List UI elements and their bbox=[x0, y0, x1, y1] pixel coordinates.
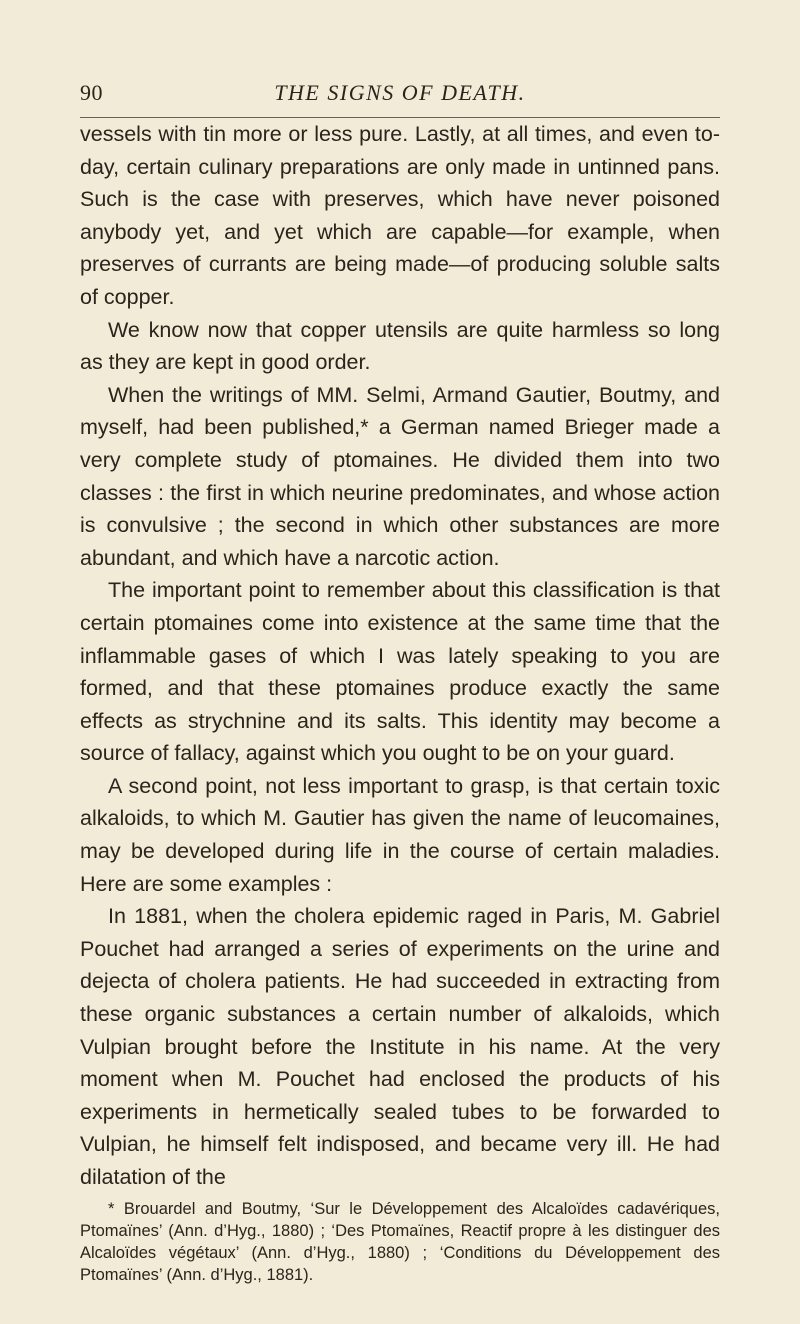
paragraph: We know now that copper utensils are quite harmless so long as they are kept in good order. bbox=[80, 317, 720, 375]
paragraph: A second point, not less important to grasp, is that certain toxic alkaloids, to which M. Gautier has given the name of leucomaines, may be developed during life in the course of certain maladies. Here are some examples : bbox=[80, 773, 720, 896]
paragraph: When the writings of MM. Selmi, Armand Gautier, Boutmy, and myself, had been published,* a German named Brieger made a very complete study of ptomaines. He divided them into two classes : the first in which neurine predominates, and whose action is convulsive ; the second in which other substances are more abundant, and which have a narcotic action. bbox=[80, 382, 720, 570]
paragraph: vessels with tin more or less pure. Lastly, at all times, and even to-day, certain culinary preparations are only made in untinned pans. Such is the case with preserves, which have never poisoned anybody yet, and yet which are capable—for example, when preserves of currants are being made—of producing soluble salts of copper. bbox=[80, 122, 720, 309]
running-title: THE SIGNS OF DEATH. bbox=[274, 80, 526, 105]
page-header bbox=[80, 80, 720, 110]
paragraph: The important point to remember about this classification is that certain ptomaines come into existence at the same time that the inflammable gases of which I was lately speaking to you are formed, and that these ptomaines produce exactly the same effects as strychnine and its salts. This identity may become a source of fallacy, against which you ought to be on your guard. bbox=[80, 578, 720, 766]
body-text bbox=[80, 118, 720, 1194]
footnote-text: * Brouardel and Boutmy, ‘Sur le Développement des Alcaloïdes cadavériques, Ptomaïnes’ (Ann. d’Hyg., 1880) ; ‘Des Ptomaïnes, Reactif propre à les distinguer des Alcaloïdes végétaux’ (Ann. d’Hyg., 1880) ; ‘Conditions du Développement des Ptomaïnes’ (Ann. d’Hyg., 1881). bbox=[80, 1200, 720, 1284]
paragraph: In 1881, when the cholera epidemic raged in Paris, M. Gabriel Pouchet had arranged a series of experiments on the urine and dejecta of cholera patients. He had succeeded in extracting from these organic substances a certain number of alkaloids, which Vulpian brought before the Institute in his name. At the very moment when M. Pouchet had enclosed the products of his experiments in hermetically sealed tubes to be forwarded to Vulpian, he himself felt indisposed, and became very ill. He had dilatation of the bbox=[80, 904, 720, 1189]
footnote bbox=[80, 1198, 720, 1286]
page-number: 90 bbox=[80, 80, 103, 105]
